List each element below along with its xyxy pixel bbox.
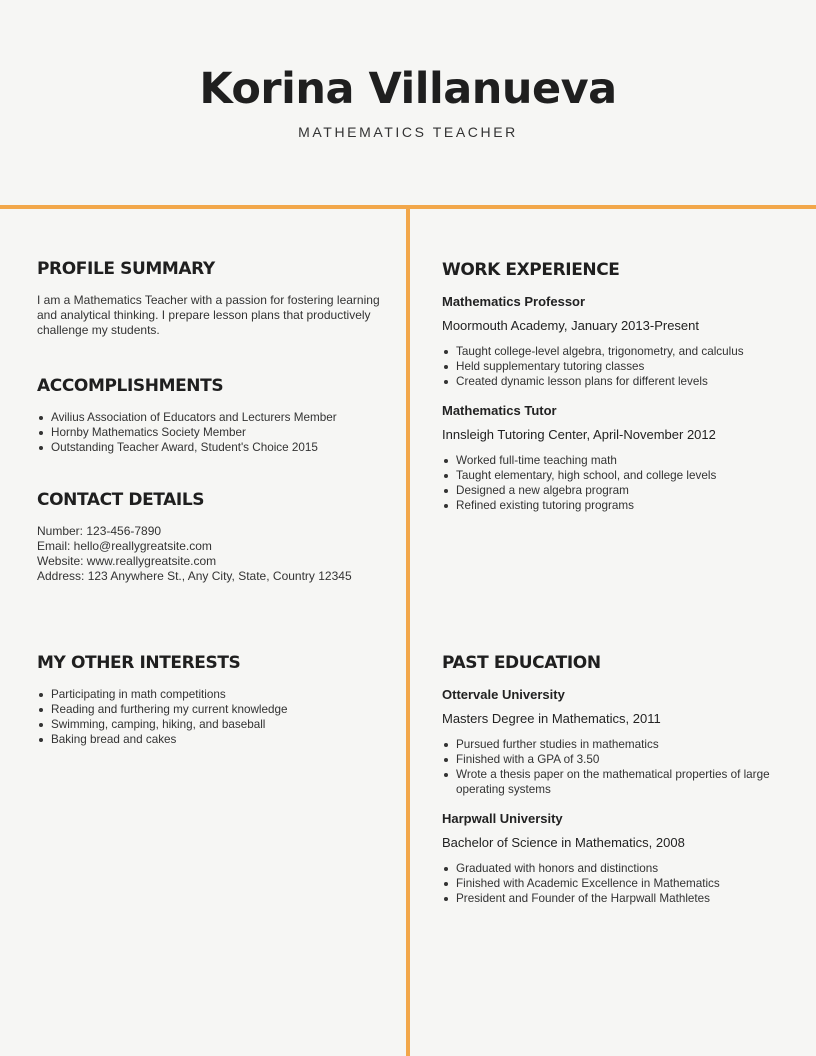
degree: Masters Degree in Mathematics, 2011 xyxy=(442,711,661,726)
list-item: Taught college-level algebra, trigonometry, and calculus xyxy=(456,344,787,359)
list-item: Finished with a GPA of 3.50 xyxy=(456,752,787,767)
list-item: Created dynamic lesson plans for different levels xyxy=(456,374,787,389)
job-role: Mathematics Professor xyxy=(442,294,586,309)
list-item: Refined existing tutoring programs xyxy=(456,498,787,513)
job-entry xyxy=(442,294,787,389)
profile-summary-heading: PROFILE SUMMARY xyxy=(37,259,215,279)
list-item: Participating in math competitions xyxy=(51,687,382,702)
work-experience-section xyxy=(442,260,787,527)
list-item: Graduated with honors and distinctions xyxy=(456,861,787,876)
school-name: Harpwall University xyxy=(442,811,563,826)
list-item: Worked full-time teaching math xyxy=(456,453,787,468)
list-item: Taught elementary, high school, and college levels xyxy=(456,468,787,483)
list-item: Baking bread and cakes xyxy=(51,732,382,747)
contact-website: Website: www.reallygreatsite.com xyxy=(37,554,217,568)
accomplishments-heading: ACCOMPLISHMENTS xyxy=(37,376,224,396)
list-item: Finished with Academic Excellence in Mathematics xyxy=(456,876,787,891)
contact-phone: Number: 123-456-7890 xyxy=(37,524,162,538)
job-duties-list xyxy=(442,453,787,513)
list-item: Reading and furthering my current knowledge xyxy=(51,702,382,717)
interests-section xyxy=(37,653,382,747)
list-item: President and Founder of the Harpwall Mathletes xyxy=(456,891,787,906)
education-details-list xyxy=(442,861,787,906)
list-item: Outstanding Teacher Award, Student's Choice 2015 xyxy=(51,440,382,455)
job-entry xyxy=(442,403,787,513)
profile-summary-section xyxy=(37,259,382,338)
contact-email: Email: hello@reallygreatsite.com xyxy=(37,539,212,553)
job-employer: Innsleigh Tutoring Center, April-November 2012 xyxy=(442,427,716,442)
list-item: Wrote a thesis paper on the mathematical properties of large operating systems xyxy=(456,767,787,797)
job-employer: Moormouth Academy, January 2013-Present xyxy=(442,318,700,333)
contact-details-section xyxy=(37,490,382,584)
job-role: Mathematics Tutor xyxy=(442,403,557,418)
list-item: Pursued further studies in mathematics xyxy=(456,737,787,752)
school-name: Ottervale University xyxy=(442,687,565,702)
education-entry xyxy=(442,687,787,797)
education-details-list xyxy=(442,737,787,797)
contact-address: Address: 123 Anywhere St., Any City, State, Country 12345 xyxy=(37,569,352,583)
job-title-subtitle: MATHEMATICS TEACHER xyxy=(298,124,518,140)
education-entry xyxy=(442,811,787,906)
accomplishments-list xyxy=(37,410,382,455)
work-experience-heading: WORK EXPERIENCE xyxy=(442,260,620,280)
vertical-divider xyxy=(406,205,410,1056)
list-item: Swimming, camping, hiking, and baseball xyxy=(51,717,382,732)
job-duties-list xyxy=(442,344,787,389)
list-item: Avilius Association of Educators and Lecturers Member xyxy=(51,410,382,425)
degree: Bachelor of Science in Mathematics, 2008 xyxy=(442,835,685,850)
list-item: Designed a new algebra program xyxy=(456,483,787,498)
interests-list xyxy=(37,687,382,747)
education-heading: PAST EDUCATION xyxy=(442,653,601,673)
list-item: Held supplementary tutoring classes xyxy=(456,359,787,374)
education-section xyxy=(442,653,787,920)
resume-name: Korina Villanueva xyxy=(199,64,617,114)
interests-heading: MY OTHER INTERESTS xyxy=(37,653,241,673)
profile-summary-text: I am a Mathematics Teacher with a passion for fostering learning and analytical thinking. I prepare lesson plans that productively challenge my students. xyxy=(37,293,380,337)
contact-details-heading: CONTACT DETAILS xyxy=(37,490,205,510)
list-item: Hornby Mathematics Society Member xyxy=(51,425,382,440)
accomplishments-section xyxy=(37,376,382,455)
